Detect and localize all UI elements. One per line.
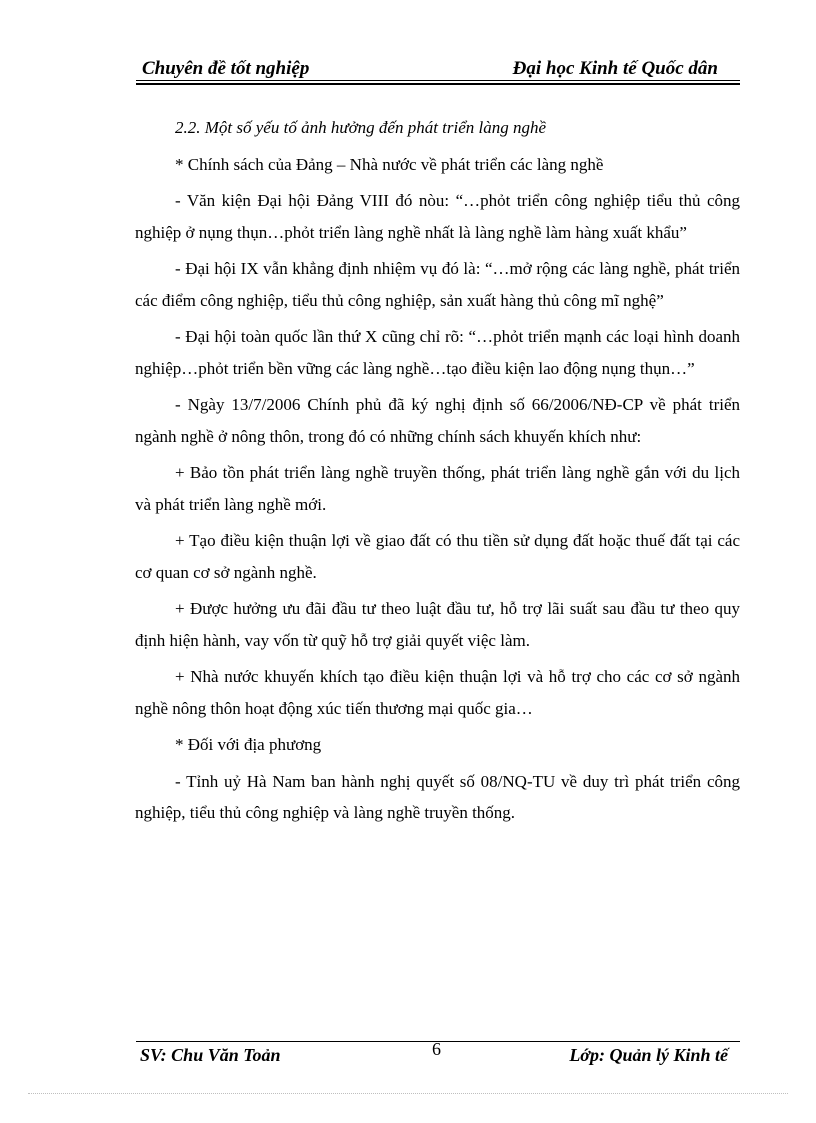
header-left-title: Chuyên đề tốt nghiệp [142,58,310,79]
page-number: 6 [432,1039,441,1059]
paragraph: - Ngày 13/7/2006 Chính phủ đã ký nghị định số 66/2006/NĐ-CP về phát triển ngành nghề ở nông thôn, trong đó có những chính sách khuyến khích như: [135,395,740,446]
paragraph: - Đại hội IX vẫn khẳng định nhiệm vụ đó là: “…mở rộng các làng nghề, phát triển các điểm công nghiệp, tiểu thủ công nghiệp, sản xuất hàng thủ công mĩ nghệ” [135,259,740,310]
paragraph: + Được hưởng ưu đãi đầu tư theo luật đầu tư, hỗ trợ lãi suất sau đầu tư theo quy định hiện hành, vay vốn từ quỹ hỗ trợ giải quyết việc làm. [135,599,740,650]
page-boundary-dotted-line [28,1093,788,1094]
header-rule-thin [136,80,740,81]
document-body [135,112,740,834]
paragraph: * Chính sách của Đảng – Nhà nước về phát triển các làng nghề [175,154,604,174]
footer-class-name: Lớp: Quản lý Kinh tế [569,1045,728,1065]
paragraph: - Văn kiện Đại hội Đảng VIII đó nòu: “…phỏt triển công nghiệp tiểu thủ công nghiệp ở nụng thụn…phỏt triển làng nghề nhất là làng nghề làm hàng xuất khẩu” [135,191,740,242]
paragraph: + Tạo điều kiện thuận lợi về giao đất có thu tiền sử dụng đất hoặc thuế đất tại các cơ quan cơ sở ngành nghề. [135,531,740,582]
paragraph: * Đối với địa phương [175,735,322,754]
paragraph: - Đại hội toàn quốc lần thứ X cũng chỉ rõ: “…phỏt triển mạnh các loại hình doanh nghiệp…phỏt triển bền vững các làng nghề…tạo điều kiện lao động nụng thụn…” [135,327,740,378]
page-header [136,56,740,82]
paragraph: - Tỉnh uỷ Hà Nam ban hành nghị quyết số 08/NQ-TU về duy trì phát triển công nghiệp, tiểu thủ công nghiệp và làng nghề truyền thống. [135,771,740,822]
header-rule-thick [136,83,740,85]
paragraph: + Bảo tồn phát triển làng nghề truyền thống, phát triển làng nghề gắn với du lịch và phát triển làng nghề mới. [135,463,740,514]
paragraph: + Nhà nước khuyến khích tạo điều kiện thuận lợi và hỗ trợ cho các cơ sở ngành nghề nông thôn hoạt động xúc tiến thương mại quốc gia… [135,667,740,718]
section-heading: 2.2. Một số yếu tố ảnh hưởng đến phát triển làng nghề [175,118,547,137]
page-footer [136,1039,740,1069]
footer-student-name: SV: Chu Văn Toản [140,1045,281,1065]
header-right-title: Đại học Kinh tế Quốc dân [512,58,718,79]
